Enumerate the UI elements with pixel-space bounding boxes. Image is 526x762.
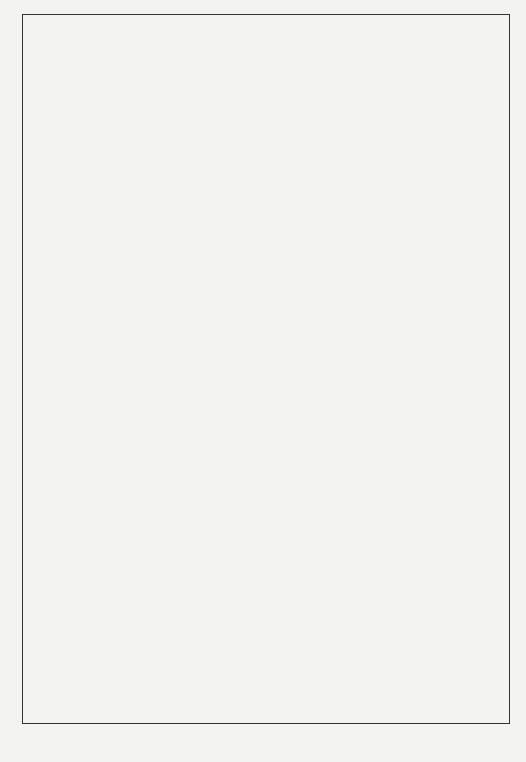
page-frame <box>22 14 510 724</box>
